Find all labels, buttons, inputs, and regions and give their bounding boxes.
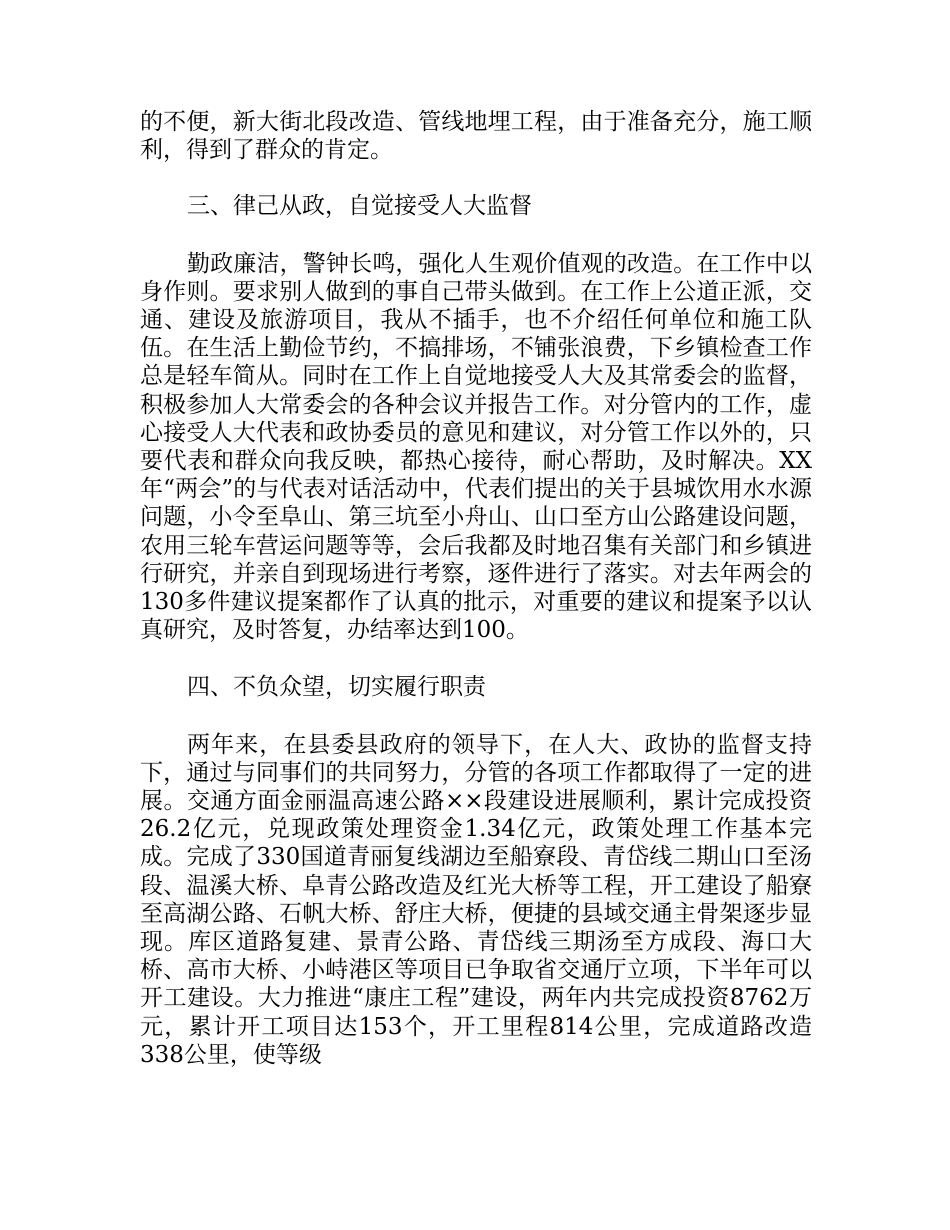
- section-three-heading: 三、律己从政，自觉接受人大监督: [187, 193, 532, 220]
- section-three-paragraph: 勤政廉洁，警钟长鸣，强化人生观价值观的改造。在工作中以身作则。要求别人做到的事自己带头做到。在工作上公道正派，交通、建设及旅游项目，我从不插手，也不介绍任何单位和施工队伍。在生活上勤俭节约，不搞排场，不铺张浪费，下乡镇检查工作总是轻车简从。同时在工作上自觉地接受人大及其常委会的监督，积极参加人大常委会的各种会议并报告工作。对分管内的工作，虚心接受人大代表和政协委员的意见和建议，对分管工作以外的，只要代表和群众向我反映，都热心接待，耐心帮助，及时解决。XX年“两会”的与代表对话活动中，代表们提出的关于县城饮用水水源问题，小令至阜山、第三坑至小舟山、山口至方山公路建设问题，农用三轮车营运问题等等，会后我都及时地召集有关部门和乡镇进行研究，并亲自到现场进行考察，逐件进行了落实。对去年两会的130多件建议提案都作了认真的批示，对重要的建议和提案予以认真研究，及时答复，办结率达到100。: [140, 250, 812, 644]
- paragraph-spacer: [140, 702, 812, 731]
- paragraph-spacer: [140, 644, 812, 673]
- section-four-paragraph: 两年来，在县委县政府的领导下，在人大、政协的监督支持下，通过与同事们的共同努力，分管的各项工作都取得了一定的进展。交通方面金丽温高速公路××段建设进展顺利，累计完成投资26.2亿元，兑现政策处理资金1.34亿元，政策处理工作基本完成。完成了330国道青丽复线湖边至船寮段、青岱线二期山口至汤段、温溪大桥、阜青公路改造及红光大桥等工程，开工建设了船寮至高湖公路、石帆大桥、舒庄大桥，便捷的县域交通主骨架逐步显现。库区道路复建、景青公路、青岱线三期汤至方成段、海口大桥、高市大桥、小峙港区等项目已争取省交通厅立项，下半年可以开工建设。大力推进“康庄工程”建设，两年内共完成投资8762万元，累计开工项目达153个，开工里程814公里，完成道路改造338公里，使等级: [140, 731, 812, 1068]
- continuation-paragraph: 的不便，新大街北段改造、管线地埋工程，由于准备充分，施工顺利，得到了群众的肯定。: [140, 109, 812, 164]
- section-four-heading: 四、不负众望，切实履行职责: [187, 674, 486, 701]
- document-page: [140, 108, 812, 1069]
- paragraph-spacer: [140, 221, 812, 250]
- paragraph-spacer: [140, 164, 812, 192]
